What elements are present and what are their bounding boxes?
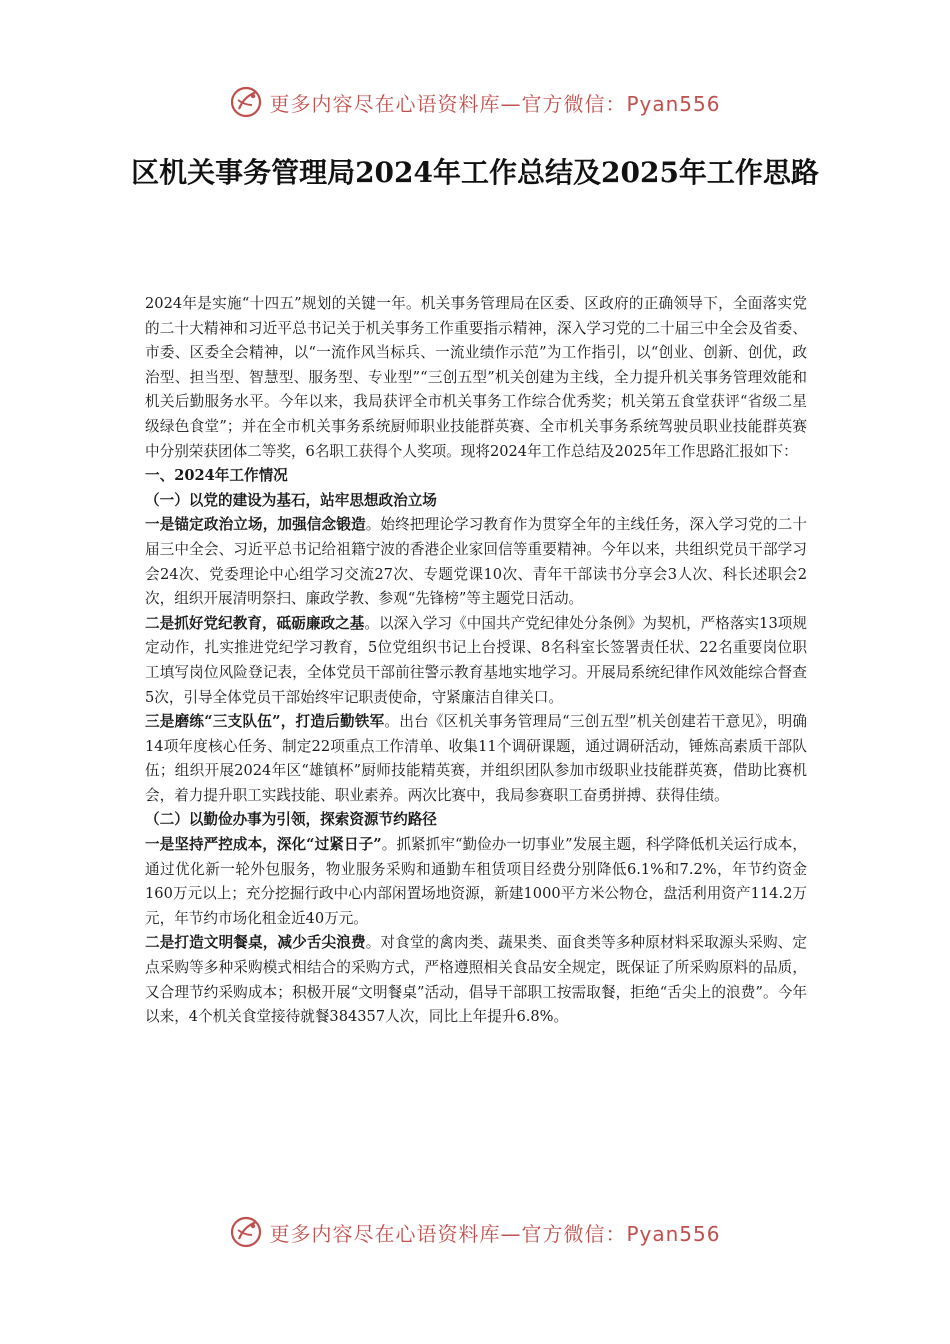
paragraph-lead: 一是锚定政治立场，加强信念锻造: [145, 516, 366, 534]
logo-icon: [229, 85, 263, 119]
paragraph: [145, 612, 807, 710]
page-title: 区机关事务管理局2024年工作总结及2025年工作思路: [131, 156, 819, 189]
paragraph-text: 。抓紧抓牢“勤俭办一切事业”发展主题，科学降低机关运行成本，通过优化新一轮外包服务，物业服务采购和通勤车租赁项目经费分别降低6.1%和7.2%，年节约资金160万元以上；充分挖掘行政中心内部闲置场地资源，新建1000平方米公物仓，盘活利用资产114.2万元，年节约市场化租金近40万元。: [145, 836, 807, 927]
paragraph-text: 。始终把理论学习教育作为贯穿全年的主线任务，深入学习党的二十届三中全会、习近平总书记给祖籍宁波的香港企业家回信等重要精神。今年以来，共组织党员干部学习会24次、党委理论中心组学习交流27次、专题党课10次、青年干部读书分享会3人次、科长述职会2次，组织开展清明祭扫、廉政学教、参观“先锋榜”等主题党日活动。: [145, 516, 807, 608]
paragraph-lead: 二是抓好党纪教育，砥砺廉政之基: [145, 614, 365, 632]
document-body: [145, 292, 807, 1030]
paragraph-text: 。出台《区机关事务管理局“三创五型”机关创建若干意见》，明确14项年度核心任务、制定22项重点工作清单、收集11个调研课题，通过调研活动，锤炼高素质干部队伍；组织开展2024年区“雄镇杯”厨师技能精英赛，并组织团队参加市级职业技能群英赛，借助比赛机会，着力提升职工实践技能、职业素养。两次比赛中，我局参赛职工奋勇拼搏、获得佳绩。: [145, 713, 808, 804]
heading-text: 一、2024年工作情况: [145, 467, 288, 485]
paragraph-intro: [145, 292, 807, 464]
paragraph-text: 2024年是实施“十四五”规划的关键一年。机关事务管理局在区委、区政府的正确领导下，全面落实党的二十大精神和习近平总书记关于机关事务工作重要指示精神，深入学习党的二十届三中全会及省委、市委、区委全会精神，以“一流作风当标兵、一流业绩作示范”为工作指引，以“创业、创新、创优，政治型、担当型、智慧型、服务型、专业型”“三创五型”机关创建为主线，全力提升机关事务管理效能和机关后勤服务水平。今年以来，我局获评全市机关事务工作综合优秀奖；机关第五食堂获评“省级二星级绿色食堂”；并在全市机关事务系统厨师职业技能群英赛、全市机关事务系统驾驶员职业技能群英赛中分别荣获团体二等奖，6名职工获得个人奖项。现将2024年工作总结及2025年工作思路汇报如下：: [145, 295, 807, 460]
paragraph: [145, 710, 807, 808]
header-banner: [0, 82, 950, 122]
banner-text: 更多内容尽在心语资料库—官方微信：Pyan556: [269, 1221, 721, 1246]
paragraph-text: 。对食堂的禽肉类、蔬果类、面食类等多种原材料采取源头采购、定点采购等多种采购模式相结合的采购方式，严格遵照相关食品安全规定，既保证了所采购原料的品质，又合理节约采购成本；积极开展“文明餐桌”活动，倡导干部职工按需取餐，拒绝“舌尖上的浪费”。今年以来，4个机关食堂接待就餐384357人次，同比上年提升6.8%。: [145, 934, 807, 1026]
heading-text: （一）以党的建设为基石，站牢思想政治立场: [145, 491, 437, 509]
subsection-heading: [145, 489, 807, 514]
paragraph-lead: 一是坚持严控成本，深化“过紧日子”: [145, 836, 382, 854]
heading-text: （二）以勤俭办事为引领，探索资源节约路径: [145, 811, 437, 829]
paragraph: [145, 931, 807, 1029]
paragraph-text: 。以深入学习《中国共产党纪律处分条例》为契机，严格落实13项规定动作，扎实推进党纪学习教育，5位党组织书记上台授课、8名科室长签署责任状、22名重要岗位职工填写岗位风险登记表，全体党员干部前往警示教育基地实地学习。开展局系统纪律作风效能综合督查5次，引导全体党员干部始终牢记职责使命，守紧廉洁自律关口。: [145, 614, 807, 706]
paragraph: [145, 513, 807, 611]
logo-icon: [229, 1215, 263, 1249]
paragraph: [145, 833, 807, 931]
paragraph-lead: 二是打造文明餐桌，减少舌尖浪费: [145, 934, 366, 952]
paragraph-lead: 三是磨练“三支队伍”，打造后勤铁军: [145, 713, 385, 731]
footer-banner: [0, 1212, 950, 1252]
banner-text: 更多内容尽在心语资料库—官方微信：Pyan556: [269, 91, 721, 116]
subsection-heading: [145, 808, 807, 833]
section-heading: [145, 464, 807, 489]
